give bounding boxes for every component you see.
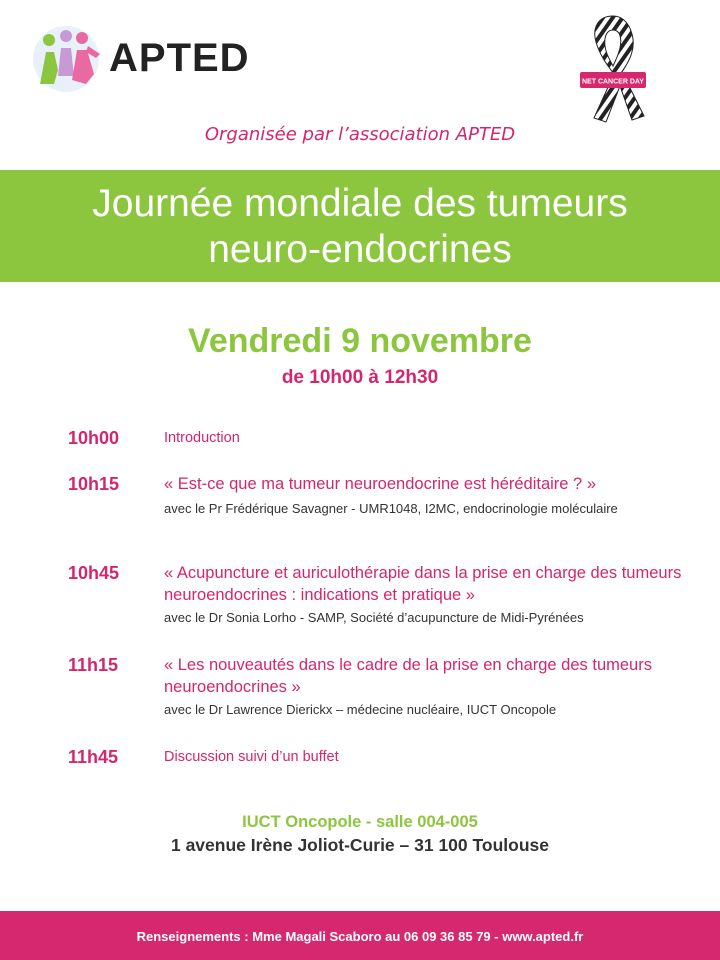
contact-info: Renseignements : Mme Magali Scaboro au 06 09 36 85 79 - www.apted.fr <box>136 929 584 944</box>
program-title: Introduction <box>164 430 240 446</box>
program-time: 11h45 <box>68 747 119 767</box>
program-title: « Les nouveautés dans le cadre de la prise en charge des tumeurs neuroendocrines » <box>164 656 652 696</box>
title-banner <box>0 170 720 282</box>
footer-bar <box>0 911 720 960</box>
logo-text: APTED <box>109 36 250 80</box>
program-speaker: avec le Dr Lawrence Dierickx – médecine nucléaire, IUCT Oncopole <box>164 702 557 717</box>
program-title: « Acupuncture et auriculothérapie dans la prise en charge des tumeurs neuroendocrines : indications et pratique » <box>164 564 682 604</box>
program-title: « Est-ce que ma tumeur neuroendocrine est héréditaire ? » <box>164 475 596 493</box>
people-icon <box>32 24 104 94</box>
title-line-1: Journée mondiale des tumeurs <box>92 182 628 225</box>
program-time: 10h15 <box>68 474 120 494</box>
ribbon-label: NET CANCER DAY <box>582 78 644 86</box>
venue: IUCT Oncopole - salle 004-005 <box>242 813 478 831</box>
program-speaker: avec le Pr Frédérique Savagner - UMR1048, I2MC, endocrinologie moléculaire <box>164 501 618 516</box>
program-time: 11h15 <box>68 655 119 675</box>
program-time: 10h00 <box>68 428 120 448</box>
program-title: Discussion suivi d’un buffet <box>164 749 339 765</box>
address: 1 avenue Irène Joliot-Curie – 31 100 Toulouse <box>170 835 549 855</box>
apted-logo <box>32 24 262 94</box>
program-time: 10h45 <box>68 563 120 583</box>
zebra-ribbon-icon <box>578 8 648 128</box>
event-date: Vendredi 9 novembre <box>188 322 532 360</box>
net-cancer-day-ribbon <box>578 8 648 128</box>
title-line-2: neuro-endocrines <box>208 228 512 271</box>
event-hours: de 10h00 à 12h30 <box>281 367 439 388</box>
organiser-line: Organisée par l’association APTED <box>204 124 516 145</box>
program-speaker: avec le Dr Sonia Lorho - SAMP, Société d’acupuncture de Midi-Pyrénées <box>164 610 584 625</box>
